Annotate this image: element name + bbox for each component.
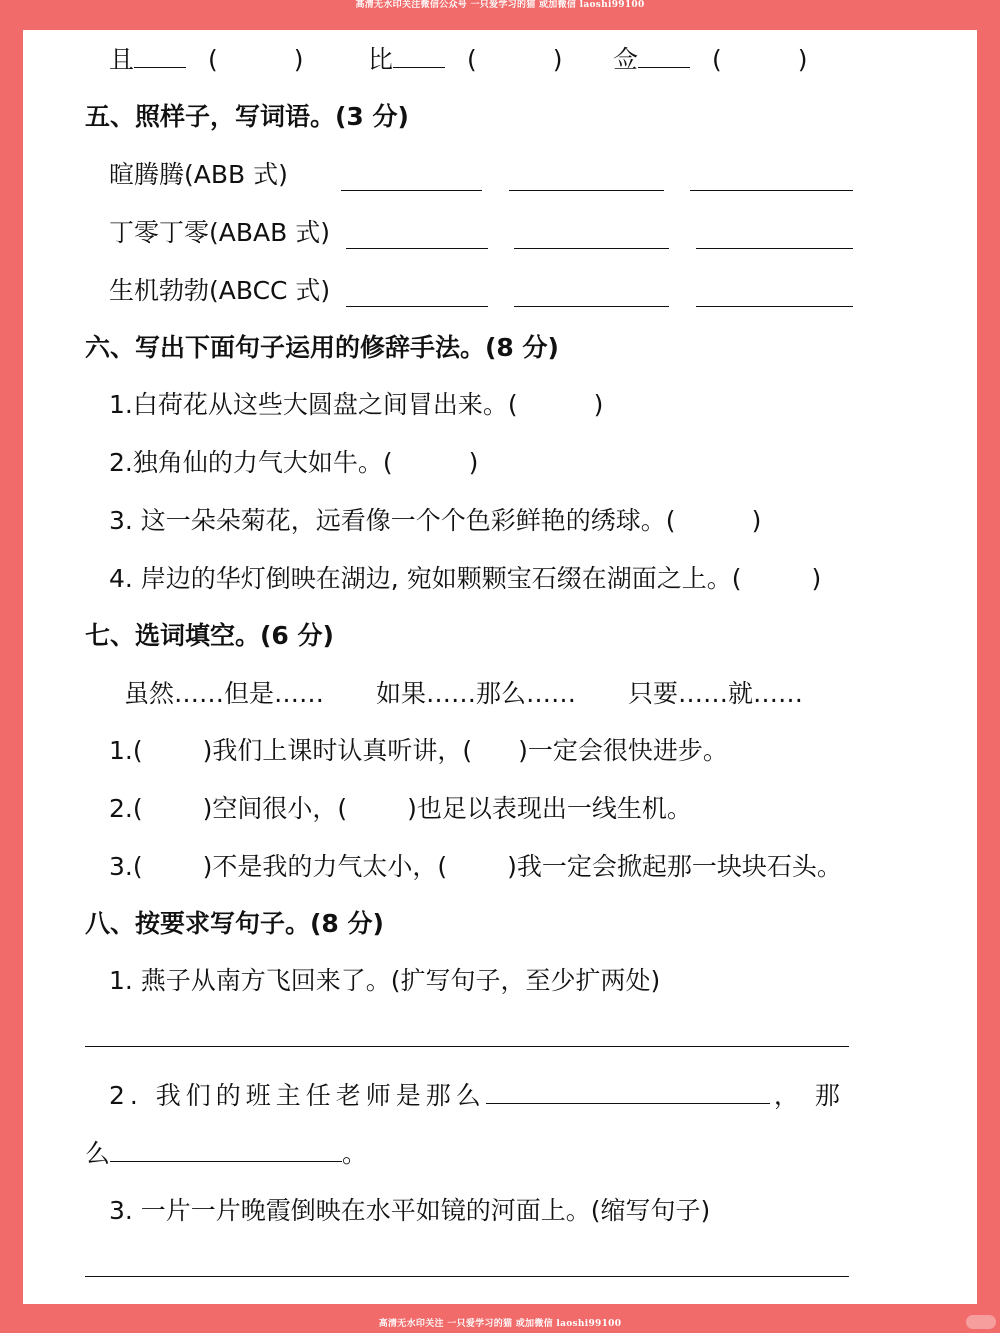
answer-blank[interactable] [110, 1137, 342, 1162]
section-7-heading: 七、选词填空。(6 分) [85, 621, 334, 650]
s8-question-1: 1. 燕子从南方飞回来了。(扩写句子，至少扩两处) [109, 966, 661, 995]
answer-line[interactable] [514, 248, 669, 249]
answer-line[interactable] [346, 248, 488, 249]
s8-question-2-line-2: 么 。 [85, 1139, 368, 1168]
worksheet-page [23, 30, 977, 1304]
writing-line[interactable] [85, 1276, 849, 1277]
answer-blank[interactable] [134, 43, 186, 68]
section-6-heading: 六、写出下面句子运用的修辞手法。(8 分) [85, 333, 559, 362]
s6-item-4: 4. 岸边的华灯倒映在湖边, 宛如颗颗宝石缀在湖面之上。( ) [109, 564, 822, 593]
s7-item-1: 1.( )我们上课时认真听讲，( )一定会很快进步。 [109, 736, 728, 765]
s5-row-1-label: 暄腾腾(ABB 式) [109, 160, 288, 189]
bottom-watermark-banner: 高清无水印关注 一只爱学习的猫 或加微信 laoshi99100 [378, 1319, 622, 1329]
answer-line[interactable] [346, 306, 488, 307]
answer-line[interactable] [696, 248, 853, 249]
writing-line[interactable] [85, 1046, 849, 1047]
answer-line[interactable] [696, 306, 853, 307]
section-5-heading: 五、照样子，写词语。(3 分) [85, 102, 409, 131]
answer-line[interactable] [341, 190, 482, 191]
s7-option-3: 只要……就…… [628, 679, 804, 708]
radical-item-1: 且 ( ) [109, 45, 304, 74]
s7-option-1: 虽然……但是…… [124, 679, 325, 708]
s5-row-2-label: 丁零丁零(ABAB 式) [109, 218, 330, 247]
s6-item-2: 2.独角仙的力气大如牛。( ) [109, 448, 479, 477]
radical-item-3: 佥 ( ) [613, 45, 808, 74]
top-watermark-banner: 高清无水印关注微信公众号 一只爱学习的猫 或加微信 laoshi99100 [355, 0, 645, 10]
answer-line[interactable] [514, 306, 669, 307]
answer-blank[interactable] [393, 43, 445, 68]
s6-item-3: 3. 这一朵朵菊花，远看像一个个色彩鲜艳的绣球。( ) [109, 506, 762, 535]
s6-item-1: 1.白荷花从这些大圆盘之间冒出来。( ) [109, 390, 604, 419]
answer-blank[interactable] [638, 43, 690, 68]
radical-item-2: 比 ( ) [368, 45, 563, 74]
section-8-heading: 八、按要求写句子。(8 分) [85, 909, 384, 938]
s8-question-2-line-1: 2. 我们的班主任老师是那么 ，那 [109, 1081, 856, 1110]
s7-item-2: 2.( )空间很小，( )也足以表现出一线生机。 [109, 794, 692, 823]
corner-logo-mark [966, 1315, 996, 1329]
answer-line[interactable] [509, 190, 664, 191]
answer-line[interactable] [690, 190, 853, 191]
s7-item-3: 3.( )不是我的力气太小，( )我一定会掀起那一块块石头。 [109, 852, 842, 881]
answer-blank[interactable] [486, 1079, 770, 1104]
s5-row-3-label: 生机勃勃(ABCC 式) [109, 276, 331, 305]
s7-option-2: 如果……那么…… [376, 679, 577, 708]
s8-question-3: 3. 一片一片晚霞倒映在水平如镜的河面上。(缩写句子) [109, 1196, 711, 1225]
